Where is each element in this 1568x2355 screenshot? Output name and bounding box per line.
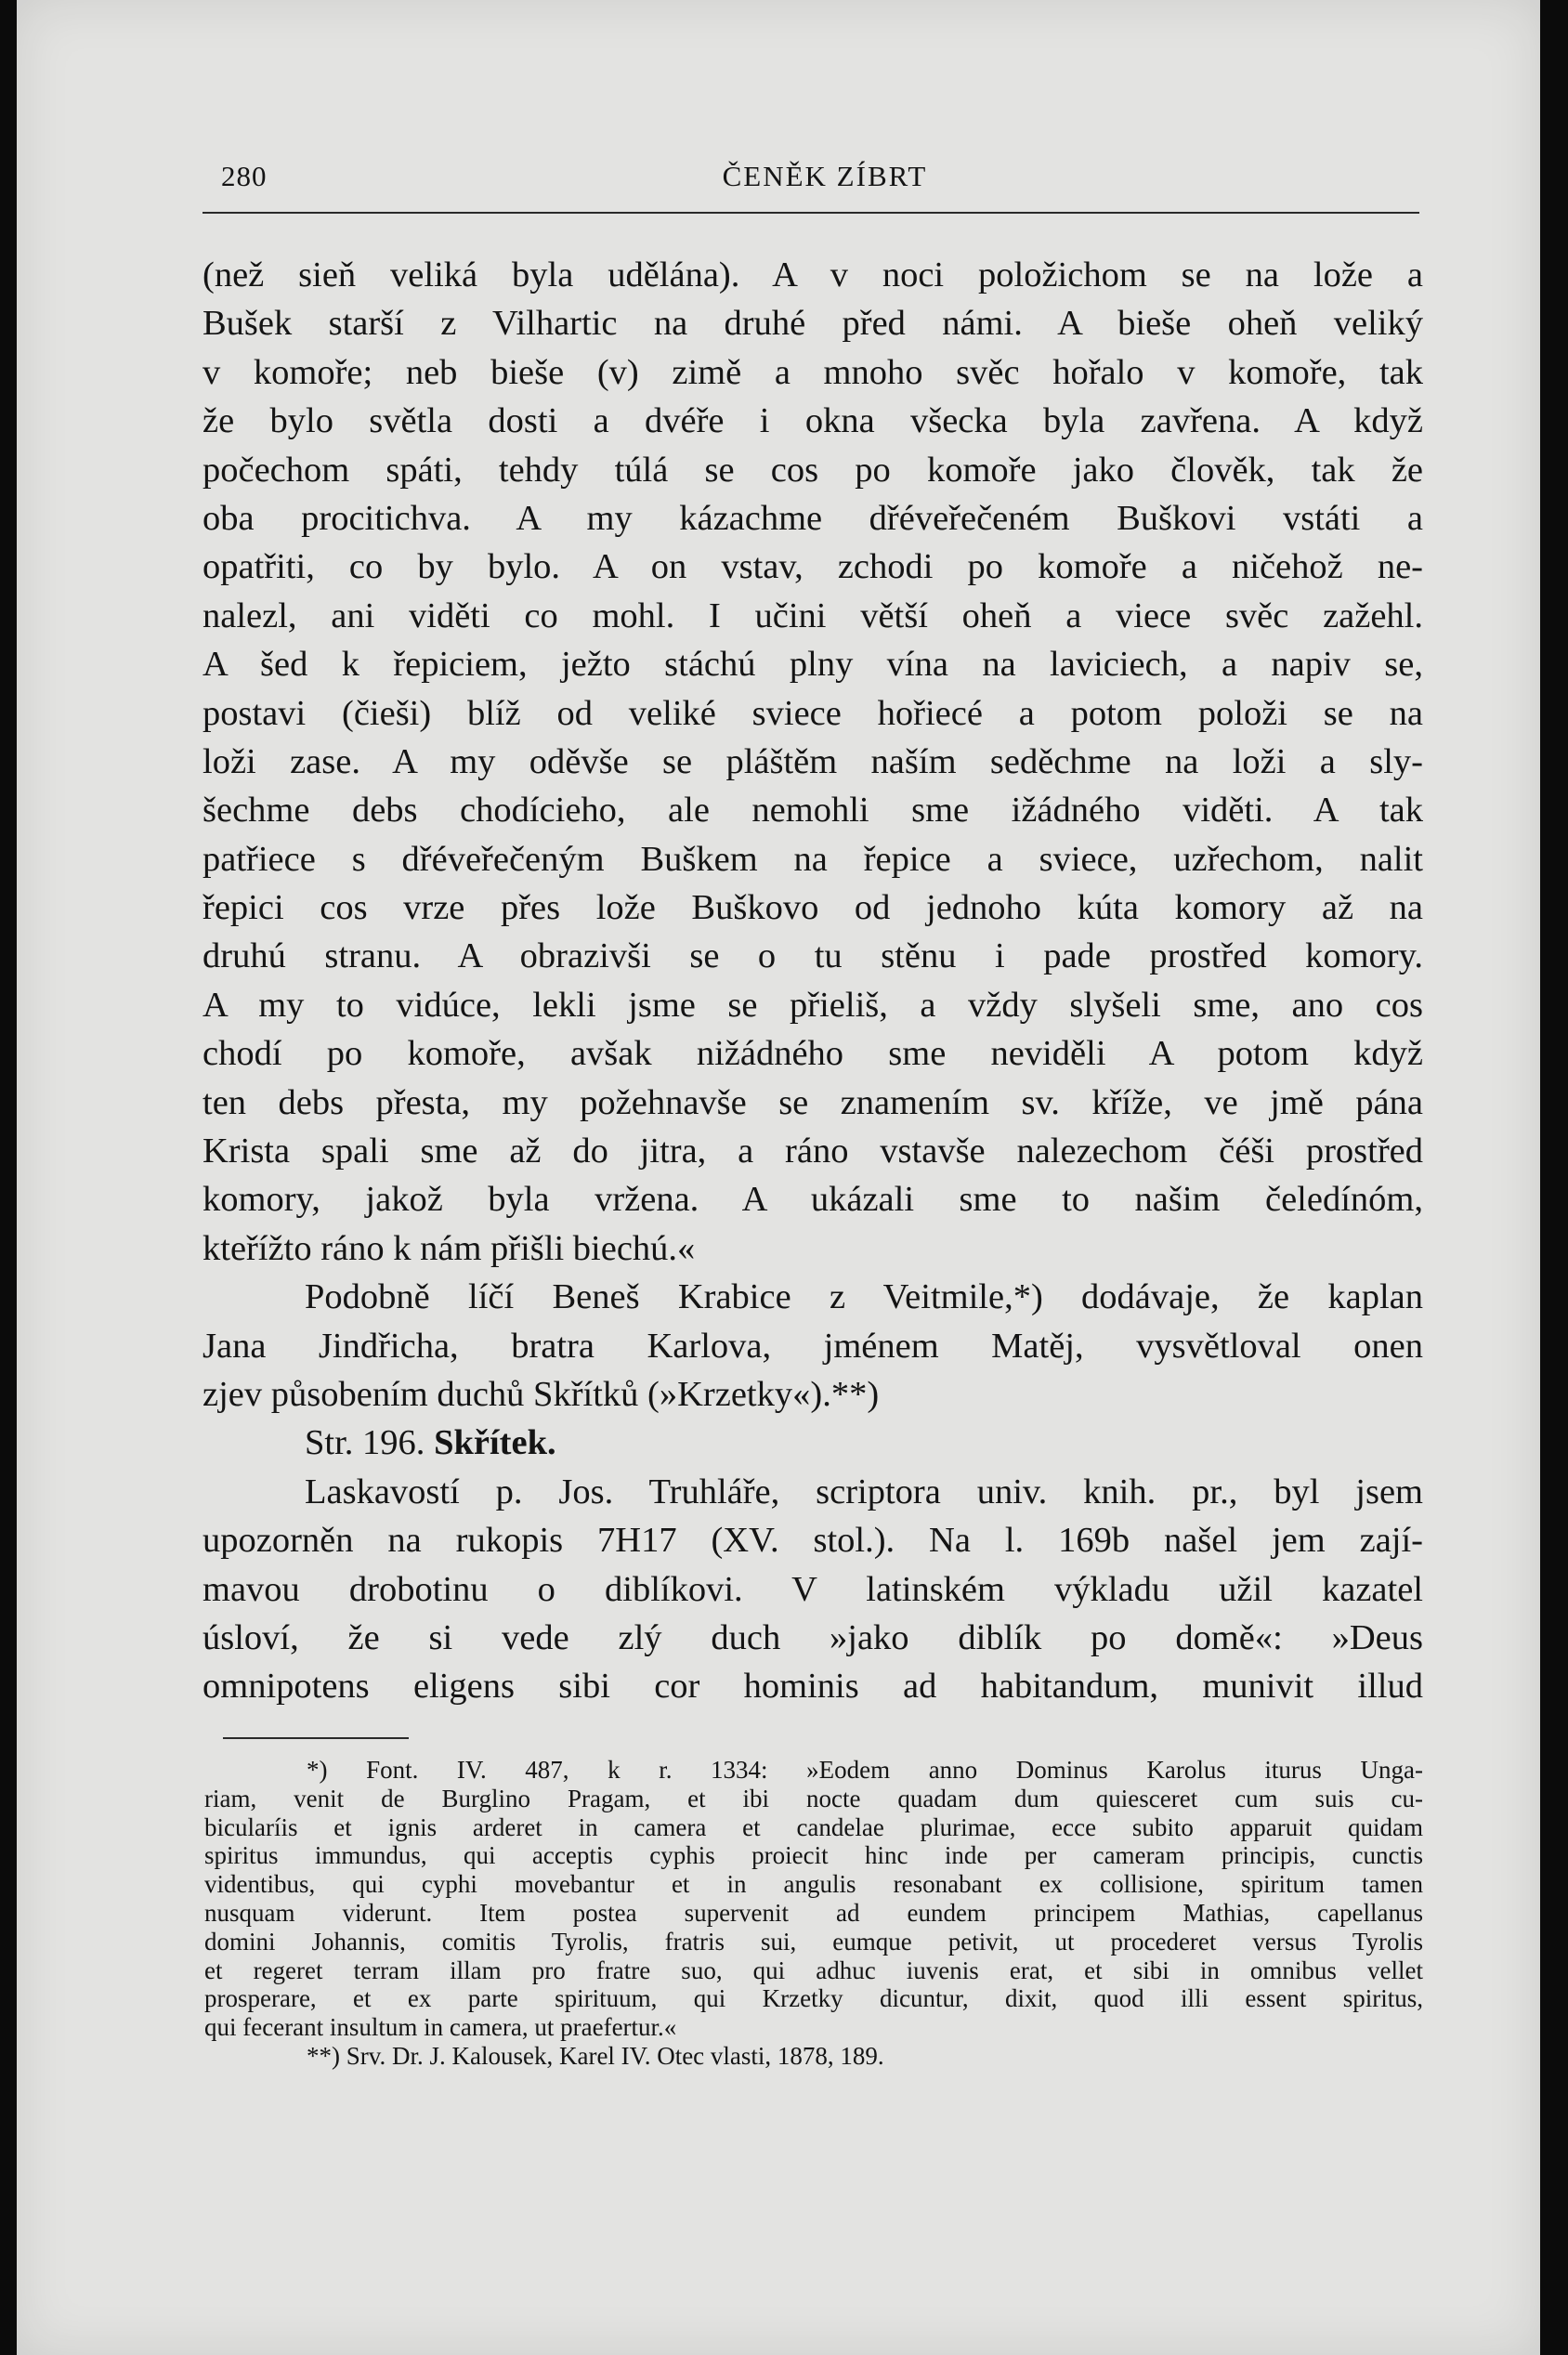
text-line: nalezl, ani viděti co mohl. I učini větší oheň a viece svěc zažehl. (203, 595, 1423, 635)
footnote-line: spiritus immundus, qui acceptis cyphis proiecit hinc inde per cameram principis, cunctis (204, 1841, 1423, 1870)
footnotes (204, 1756, 1423, 2071)
paragraph-line: zjev působením duchů Skřítků (»Krzetky«).**) (203, 1374, 880, 1414)
text-line: že bylo světla dosti a dvéře i okna všecka byla zavřena. A když (203, 401, 1423, 441)
text-line: komory, jakož byla vržena. A ukázali sme to našim čeledínóm, (203, 1180, 1423, 1220)
footnote-line: riam, venit de Burglino Pragam, et ibi nocte quadam dum quiesceret cum suis cu- (204, 1784, 1423, 1812)
text-line: loži zase. A my oděvše se pláštěm naším seděchme na loži a sly- (203, 741, 1423, 781)
footnote-rule (223, 1737, 409, 1739)
text-line: patřiece s dřéveřečeným Buškem na řepice a sviece, uzřechom, nalit (203, 839, 1423, 879)
text-line: A šed k řepiciem, ježto stáchú plny vína na laviciech, a napiv se, (203, 645, 1423, 685)
paragraph-line: Laskavostí p. Jos. Truhláře, scriptora univ. knih. pr., byl jsem (305, 1472, 1423, 1511)
section-reference (203, 1419, 1423, 1467)
text-line: druhú stranu. A obrazivši se o tu stěnu i pade prostřed komory. (203, 936, 1423, 976)
text-line: postavi (čieši) blíž od veliké sviece hořiecé a potom položi se na (203, 693, 1423, 733)
paragraph-line: mavou drobotinu o diblíkovi. V latinském výkladu užil kazatel (203, 1569, 1423, 1609)
text-line: šechme debs chodícieho, ale nemohli sme ižádného viděti. A tak (203, 791, 1423, 831)
text-line: řepici cos vrze přes lože Buškovo od jednoho kúta komory až na (203, 888, 1423, 928)
text-line: oba procitichva. A my kázachme dřéveřečeném Buškovi vstáti a (203, 498, 1423, 538)
footnote-line: domini Johannis, comitis Tyrolis, fratris sui, eumque petivit, ut procederet versus Tyrolis (204, 1927, 1423, 1956)
text-line: opatřiti, co by bylo. A on vstav, zchodi po komoře a ničehož ne- (203, 547, 1423, 587)
paragraph-line: omnipotens eligens sibi cor hominis ad habitandum, munivit illud (203, 1667, 1423, 1707)
text-line: počechom spáti, tehdy túlá se cos po komoře jako člověk, tak že (203, 450, 1423, 490)
text-line: Bušek starší z Vilhartic na druhé před námi. A bieše oheň veliký (203, 304, 1423, 344)
text-line: Krista spali sme až do jitra, a ráno vstavše nalezechom čéši prostřed (203, 1132, 1423, 1171)
footnote-line: *) Font. IV. 487, k r. 1334: »Eodem anno Dominus Karolus iturus Unga- (307, 1756, 1423, 1784)
section-term: Skřítek. (434, 1423, 556, 1463)
paragraph-line: úsloví, že si vede zlý duch »jako diblík po domě«: »Deus (203, 1617, 1423, 1657)
section-prefix: Str. 196. (305, 1423, 425, 1463)
footnote-line: qui fecerant insultum in camera, ut praefertur.« (204, 2013, 677, 2042)
footnote-line: et regeret terram illam pro fratre suo, qui adhuc iuvenis erat, et sibi in omnibus vellet (204, 1956, 1423, 1984)
running-head: ČENĚK ZÍBRT (722, 160, 928, 192)
text-line: ten debs přesta, my požehnavše se znamením sv. kříže, ve jmě pána (203, 1082, 1423, 1122)
text-line: A my to vidúce, lekli jsme se přieliš, a vždy slyšeli sme, ano cos (203, 985, 1423, 1025)
footnote-line: prosperare, et ex parte spirituum, qui Krzetky dicuntur, dixit, quod illi essent spiritus, (204, 1984, 1423, 2013)
text-line: v komoře; neb bieše (v) zimě a mnoho svěc hořalo v komoře, tak (203, 352, 1423, 392)
footnote-line: videntibus, qui cyphi movebantur et in angulis resonabant ex collisione, spiritum tamen (204, 1870, 1423, 1899)
paragraph-line: Jana Jindřicha, bratra Karlova, jménem Matěj, vysvětloval onen (203, 1326, 1423, 1366)
text-line: (než sieň veliká byla udělána). A v noci položichom se na lože a (203, 255, 1423, 294)
page-header (221, 160, 1429, 206)
footnote-line: bicularíis et ignis arderet in camera et candelae plurimae, ecce subito apparuit quidam (204, 1812, 1423, 1841)
text-line: chodí po komoře, avšak nižádného sme neviděli A potom když (203, 1034, 1423, 1074)
text-line: kteřížto ráno k nám přišli biechú.« (203, 1228, 696, 1268)
page-number: 280 (221, 160, 268, 192)
footnote-2: **) Srv. Dr. J. Kalousek, Karel IV. Otec vlasti, 1878, 189. (307, 2041, 884, 2070)
paragraph-line: upozorněn na rukopis 7H17 (XV. stol.). Na l. 169b našel jem zají- (203, 1521, 1423, 1561)
header-rule (203, 212, 1419, 214)
body-text (203, 251, 1423, 1711)
footnote-line: nusquam viderunt. Item postea supervenit ad eundem principem Mathias, capellanus (204, 1898, 1423, 1927)
paragraph-line: Podobně líčí Beneš Krabice z Veitmile,*) dodávaje, že kaplan (305, 1277, 1423, 1317)
